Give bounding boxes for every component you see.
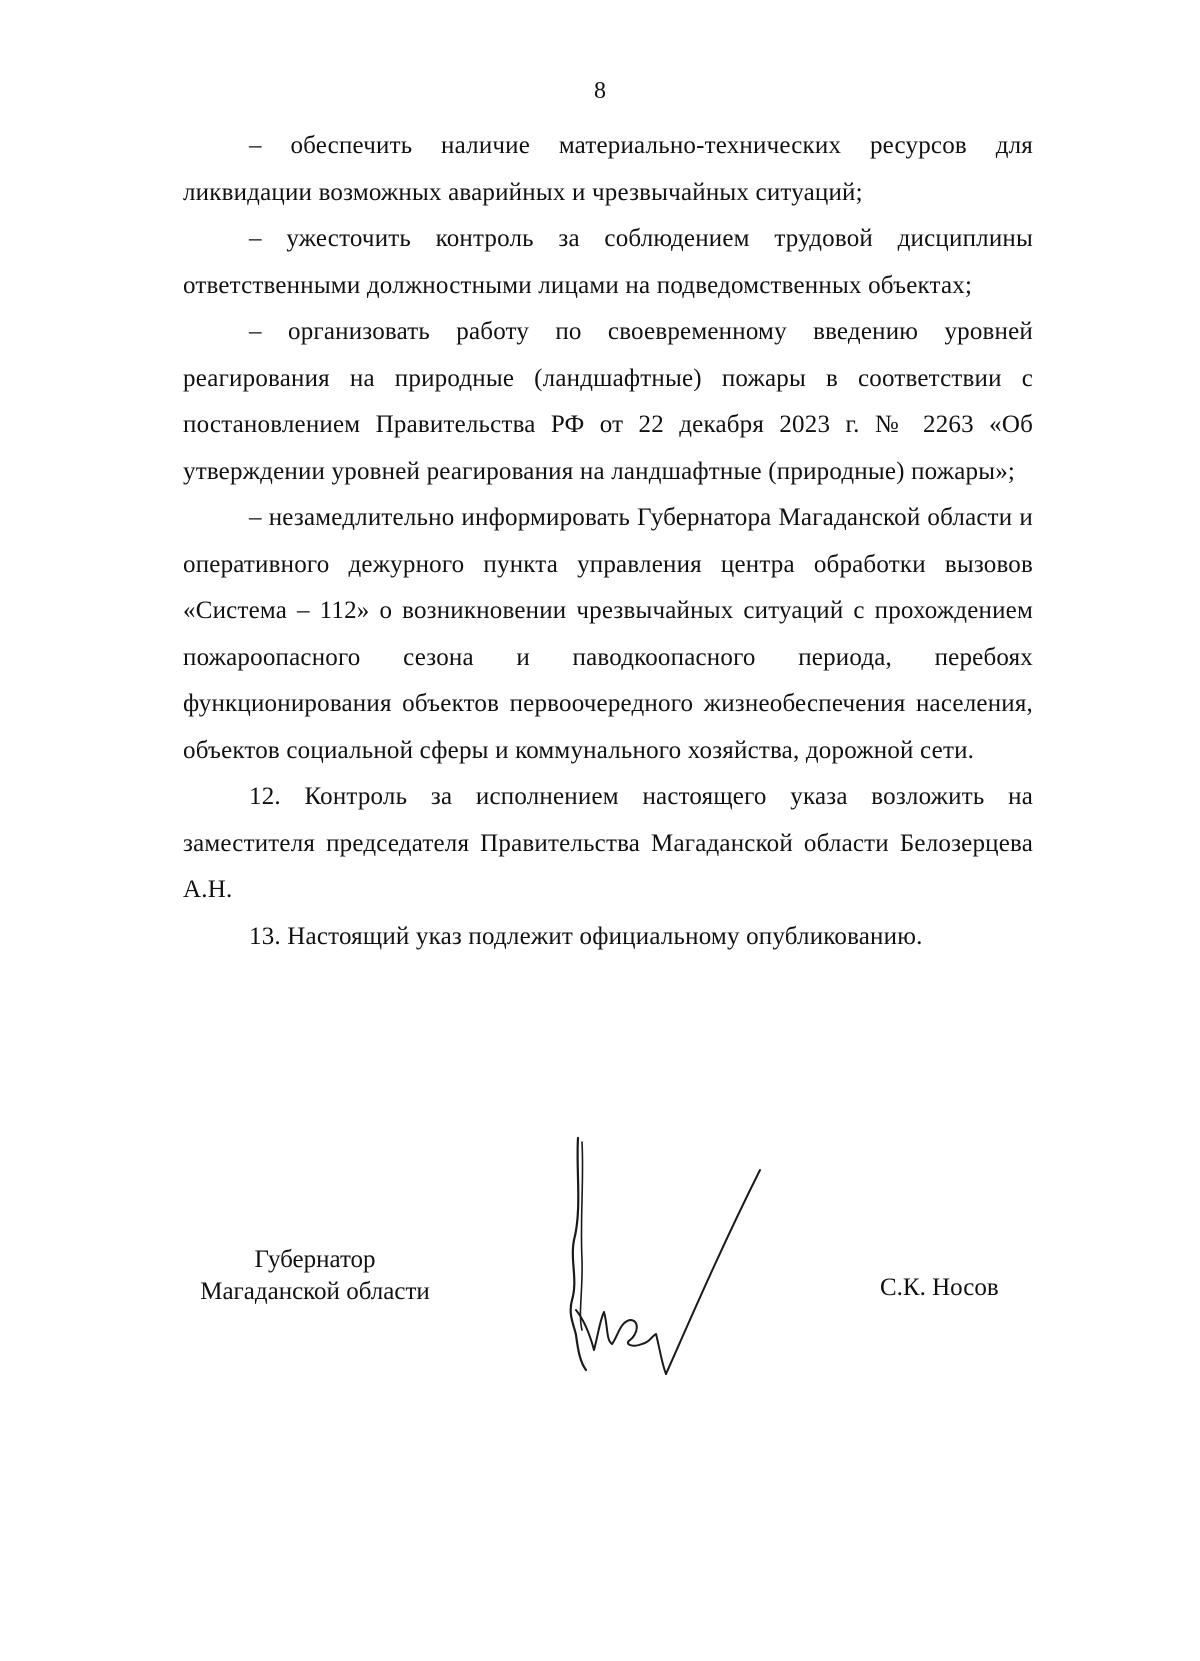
paragraph-fire-response: – организовать работу по своевременному введению уровней реагирования на природные (ландшафтные) пожары в соответствии с постановлением Правительства РФ от 22 декабря 2023 г. № 2263 «Об утверждении уровней реагирования на ландшафтные (природные) пожары»; bbox=[183, 318, 1033, 485]
paragraph-discipline: – ужесточить контроль за соблюдением трудовой дисциплины ответственными должностными лицами на подведомственных объектах; bbox=[183, 225, 1033, 299]
handwritten-signature bbox=[560, 1130, 790, 1380]
paragraph-item-13: 13. Настоящий указ подлежит официальному опубликованию. bbox=[249, 922, 923, 950]
paragraph-resources: – обеспечить наличие материально-технических ресурсов для ликвидации возможных аварийных и чрезвычайных ситуаций; bbox=[183, 132, 1033, 206]
page-number: 8 bbox=[594, 78, 606, 104]
signatory-title-line2: Магаданской области bbox=[200, 1278, 430, 1305]
signatory-title-line1: Губернатор bbox=[254, 1246, 376, 1273]
paragraph-inform-governor: – незамедлительно информировать Губернатора Магаданской области и оперативного дежурного пункта управления центра обработки вызовов «Система – 112» о возникновении чрезвычайных ситуаций с прохождением пожароопасного сезона и паводкоопасного периода, перебоях функционирования объектов первоочередного жизнеобеспечения населения, объектов социальной сферы и коммунального хозяйства, дорожной сети. bbox=[183, 504, 1033, 764]
paragraph-item-12: 12. Контроль за исполнением настоящего указа возложить на заместителя председателя Правительства Магаданской области Белозерцева А.Н. bbox=[183, 783, 1033, 903]
signatory-name: С.К. Носов bbox=[880, 1274, 999, 1301]
signatory-title bbox=[180, 1244, 450, 1308]
